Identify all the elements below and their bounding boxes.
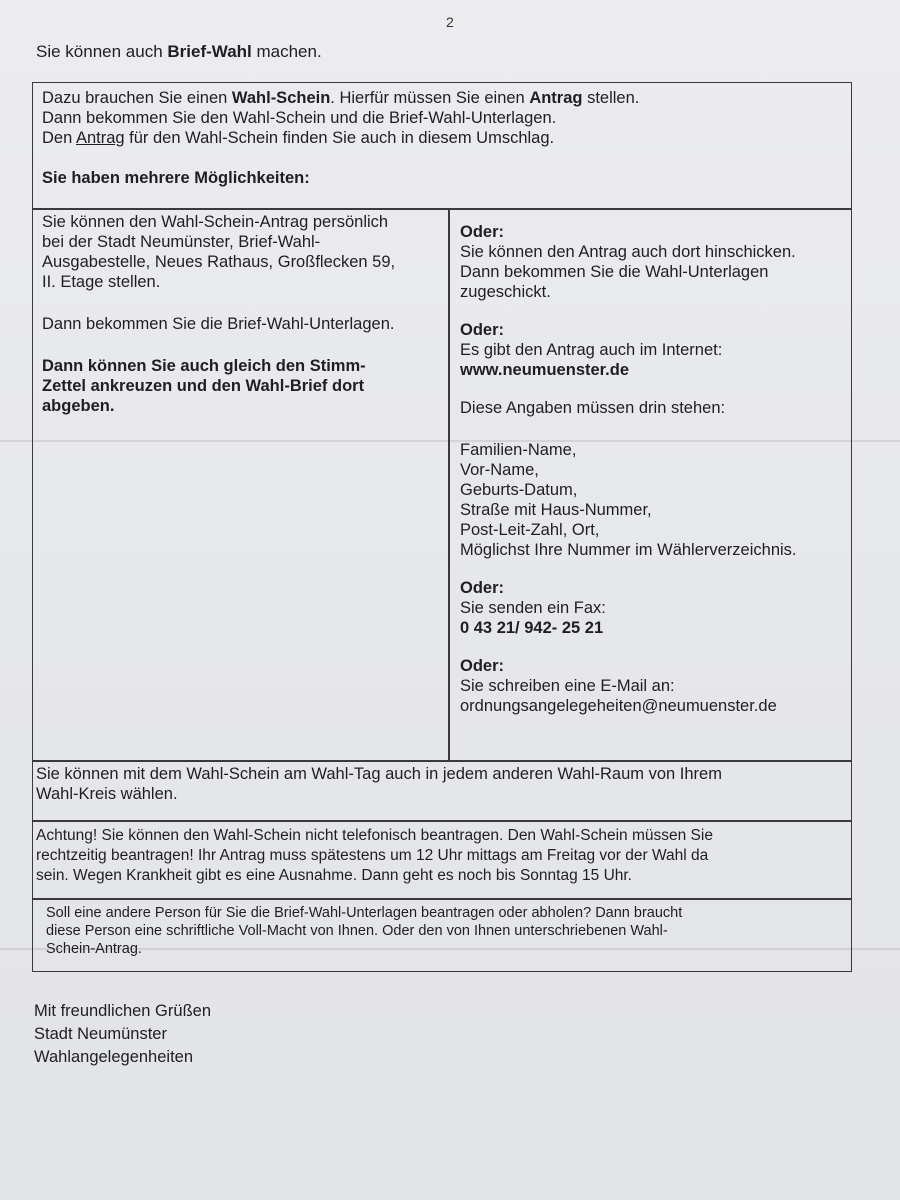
option-send-by-post (460, 222, 840, 302)
option-internet (460, 320, 840, 380)
left-para-1-line: bei der Stadt Neumünster, Brief-Wahl- (42, 233, 321, 251)
row-text-line: Achtung! Sie können den Wahl-Schein nicht telefonisch beantragen. Den Wahl-Schein müssen Sie (36, 827, 713, 844)
header-text: Den (42, 129, 76, 147)
required-info-intro: Diese Angaben müssen drin stehen: (460, 399, 726, 417)
closing-signature (34, 1000, 211, 1069)
header-line-1 (42, 88, 842, 108)
option-text: Sie senden ein Fax: (460, 599, 606, 617)
fax-number: 0 43 21/ 942- 25 21 (460, 619, 604, 637)
left-para-2-line: Dann bekommen Sie die Brief-Wahl-Unterlagen. (42, 315, 395, 333)
header-text: . Hierfür müssen Sie einen (330, 89, 530, 107)
required-info-item: Geburts-Datum, (460, 481, 578, 499)
header-text: für den Wahl-Schein finden Sie auch in diesem Umschlag. (124, 129, 555, 147)
option-text: zugeschickt. (460, 283, 551, 301)
row-proxy (46, 904, 846, 958)
row-text-line: diese Person eine schriftliche Voll-Macht von Ihnen. Oder den von Ihnen unterschriebenen Wahl- (46, 923, 668, 939)
left-column (42, 212, 442, 438)
header-block (42, 88, 842, 188)
row-text-line: Schein-Antrag. (46, 941, 142, 957)
option-text: Es gibt den Antrag auch im Internet: (460, 341, 723, 359)
option-fax (460, 578, 840, 638)
page-number: 2 (446, 14, 454, 30)
required-info-list (460, 440, 840, 560)
option-heading: Oder: (460, 321, 505, 339)
header-underlined-term: Antrag (75, 129, 125, 147)
option-email (460, 656, 840, 716)
option-text: Sie können den Antrag auch dort hinschicken. (460, 243, 796, 261)
closing-line: Wahlangelegenheiten (34, 1048, 194, 1066)
option-heading: Oder: (460, 223, 505, 241)
left-para-3-line: abgeben. (42, 397, 115, 415)
intro-prefix: Sie können auch (36, 42, 168, 61)
column-divider (448, 208, 450, 760)
row-text-line: Sie können mit dem Wahl-Schein am Wahl-Tag auch in jedem anderen Wahl-Raum von Ihrem (36, 765, 722, 783)
option-heading: Oder: (460, 579, 505, 597)
left-para-1-line: Ausgabestelle, Neues Rathaus, Großflecken 59, (42, 253, 396, 271)
email-address: ordnungsangelegeheiten@neumuenster.de (460, 697, 777, 715)
closing-line: Mit freundlichen Grüßen (34, 1002, 211, 1020)
row-other-polling-station (36, 764, 846, 804)
left-para-3-line: Dann können Sie auch gleich den Stimm- (42, 357, 366, 375)
left-para-1-line: II. Etage stellen. (42, 273, 161, 291)
row-text-line: Wahl-Kreis wählen. (36, 785, 178, 803)
intro-line (36, 42, 322, 62)
header-text: Dazu brauchen Sie einen (42, 89, 232, 107)
required-info-item: Vor-Name, (460, 461, 539, 479)
row-attention (36, 826, 846, 886)
row-text-line: rechtzeitig beantragen! Ihr Antrag muss spätestens um 12 Uhr mittags am Freitag vor der Wahl da (36, 847, 709, 864)
option-heading: Oder: (460, 657, 505, 675)
option-text: Dann bekommen Sie die Wahl-Unterlagen (460, 263, 769, 281)
option-text: Sie schreiben eine E-Mail an: (460, 677, 675, 695)
header-line-3 (42, 128, 842, 148)
intro-suffix: machen. (251, 42, 322, 61)
row-text-line: sein. Wegen Krankheit gibt es eine Ausnahme. Dann geht es noch bis Sonntag 15 Uhr. (36, 867, 632, 884)
table-divider (32, 760, 852, 762)
table-divider (32, 898, 852, 900)
closing-line: Stadt Neumünster (34, 1025, 167, 1043)
left-para-1 (42, 212, 442, 292)
intro-bold: Brief-Wahl (167, 42, 252, 61)
required-info-item: Straße mit Haus-Nummer, (460, 501, 652, 519)
required-info-item: Post-Leit-Zahl, Ort, (460, 521, 600, 539)
header-bold-term: Antrag (529, 89, 583, 107)
right-column (460, 222, 840, 738)
left-para-3-line: Zettel ankreuzen und den Wahl-Brief dort (42, 377, 365, 395)
left-para-1-line: Sie können den Wahl-Schein-Antrag persönlich (42, 213, 389, 231)
required-info-item: Möglichst Ihre Nummer im Wählerverzeichnis. (460, 541, 797, 559)
website-url: www.neumuenster.de (460, 361, 630, 379)
header-bold-term: Wahl-Schein (231, 89, 331, 107)
table-divider (32, 208, 852, 210)
left-para-2 (42, 314, 442, 334)
header-text: stellen. (582, 89, 640, 107)
required-info (460, 398, 840, 418)
required-info-item: Familien-Name, (460, 441, 577, 459)
left-para-3 (42, 356, 442, 416)
table-divider (32, 820, 852, 822)
header-line-2: Dann bekommen Sie den Wahl-Schein und die Brief-Wahl-Unterlagen. (42, 109, 557, 127)
row-text-line: Soll eine andere Person für Sie die Brief-Wahl-Unterlagen beantragen oder abholen? Dann braucht (46, 905, 683, 921)
options-heading: Sie haben mehrere Möglichkeiten: (42, 169, 310, 187)
